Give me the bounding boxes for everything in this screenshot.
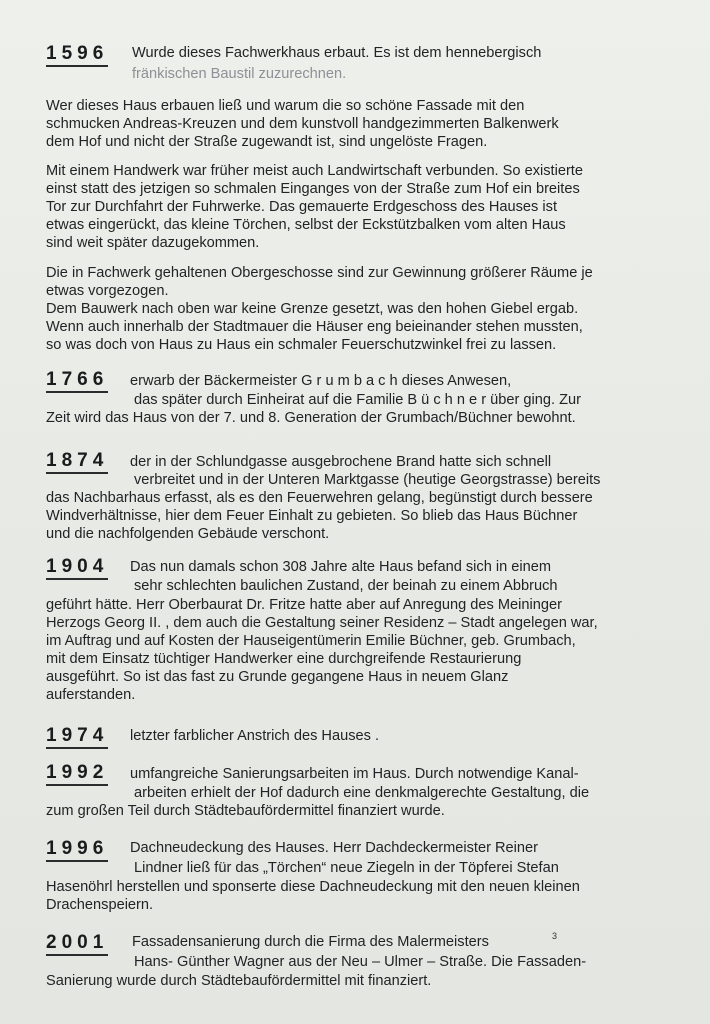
text-line: Lindner ließ für das „Törchen“ neue Ziegeln in der Töpferei Stefan (134, 860, 559, 876)
text-line: Das nun damals schon 308 Jahre alte Haus befand sich in einem (130, 559, 552, 575)
year-label: 1996 (46, 839, 108, 862)
text-line: zum großen Teil durch Städtebaufördermittel finanziert wurde. (46, 803, 445, 819)
text-line: Drachenspeiern. (46, 897, 154, 913)
text-line: Mit einem Handwerk war früher meist auch Landwirtschaft verbunden. So existierte (46, 163, 583, 179)
text-line: Wenn auch innerhalb der Stadtmauer die Häuser eng beieinander stehen mussten, (46, 319, 583, 335)
text-line: verbreitet und in der Unteren Marktgasse (heutige Georgstrasse) bereits (134, 472, 601, 488)
text-line: einst statt des jetzigen so schmalen Einganges von der Straße zum Hof ein breites (46, 181, 580, 197)
text-line: Wer dieses Haus erbauen ließ und warum die so schöne Fassade mit den (46, 98, 525, 114)
text-line: Tor zur Durchfahrt der Fuhrwerke. Das gemauerte Erdgeschoss des Hauses ist (46, 199, 557, 215)
superscript-mark: 3 (552, 931, 558, 941)
text-line: Wurde dieses Fachwerkhaus erbaut. Es ist dem hennebergisch (132, 45, 542, 61)
year-label: 1992 (46, 763, 108, 786)
text-line: und die nachfolgenden Gebäude verschont. (46, 526, 330, 542)
year-label: 1974 (46, 726, 108, 749)
text-line: so was doch von Haus zu Haus ein schmaler Feuerschutzwinkel frei zu lassen. (46, 337, 557, 353)
text-line: arbeiten erhielt der Hof dadurch eine denkmalgerechte Gestaltung, die (134, 785, 590, 801)
text-line: dem Hof und nicht der Straße zugewandt ist, sind ungelöste Fragen. (46, 134, 488, 150)
text-line: schmucken Andreas-Kreuzen und dem kunstvoll handgezimmerten Balkenwerk (46, 116, 559, 132)
year-label: 1904 (46, 557, 108, 580)
text-line: mit dem Einsatz tüchtiger Handwerker eine durchgreifende Restaurierung (46, 651, 522, 667)
text-line: Herzogs Georg II. , dem auch die Gestaltung seiner Residenz – Stadt angelegen war, (46, 615, 598, 631)
text-line: im Auftrag und auf Kosten der Hauseigentümerin Emilie Büchner, geb. Grumbach, (46, 633, 576, 649)
text-line: Windverhältnisse, hier dem Feuer Einhalt zu gebieten. So blieb das Haus Büchner (46, 508, 578, 524)
text-line: Dem Bauwerk nach oben war keine Grenze gesetzt, was den hohen Giebel ergab. (46, 301, 579, 317)
text-line: Die in Fachwerk gehaltenen Obergeschosse sind zur Gewinnung größerer Räume je (46, 265, 593, 281)
text-line: umfangreiche Sanierungsarbeiten im Haus. Durch notwendige Kanal- (130, 766, 579, 782)
text-line: sehr schlechten baulichen Zustand, der beinah zu einem Abbruch (134, 578, 558, 594)
text-line: Zeit wird das Haus von der 7. und 8. Generation der Grumbach/Büchner bewohnt. (46, 410, 576, 426)
text-line: Dachneudeckung des Hauses. Herr Dachdeckermeister Reiner (130, 840, 539, 856)
text-line: Hans- Günther Wagner aus der Neu – Ulmer – Straße. Die Fassaden- (134, 954, 587, 970)
year-label: 2001 (46, 933, 108, 956)
text-line: Fassadensanierung durch die Firma des Malermeisters (132, 934, 489, 950)
text-line: fränkischen Baustil zuzurechnen. (132, 66, 347, 82)
text-line: der in der Schlundgasse ausgebrochene Brand hatte sich schnell (130, 454, 552, 470)
text-line: ausgeführt. So ist das fast zu Grunde gegangene Haus in neuem Glanz (46, 669, 509, 685)
text-line: Sanierung wurde durch Städtebaufördermittel mit finanziert. (46, 973, 432, 989)
year-label: 1874 (46, 451, 108, 474)
text-line: Hasenöhrl herstellen und sponserte diese Dachneudeckung mit den neuen kleinen (46, 879, 580, 895)
text-line: das später durch Einheirat auf die Familie B ü c h n e r über ging. Zur (134, 392, 581, 408)
text-line: geführt hätte. Herr Oberbaurat Dr. Fritze hatte aber auf Anregung des Meininger (46, 597, 562, 613)
text-line: erwarb der Bäckermeister G r u m b a c h dieses Anwesen, (130, 373, 512, 389)
text-line: das Nachbarhaus erfasst, als es den Feuerwehren gelang, begünstigt durch bessere (46, 490, 593, 506)
text-line: auferstanden. (46, 687, 136, 703)
text-line: etwas eingerückt, das kleine Törchen, selbst der Eckstützbalken vom alten Haus (46, 217, 566, 233)
text-line: etwas vorgezogen. (46, 283, 169, 299)
text-line: sind weit später dazugekommen. (46, 235, 260, 251)
text-line: letzter farblicher Anstrich des Hauses . (130, 728, 380, 744)
year-label: 1766 (46, 370, 108, 393)
year-label: 1596 (46, 44, 108, 67)
